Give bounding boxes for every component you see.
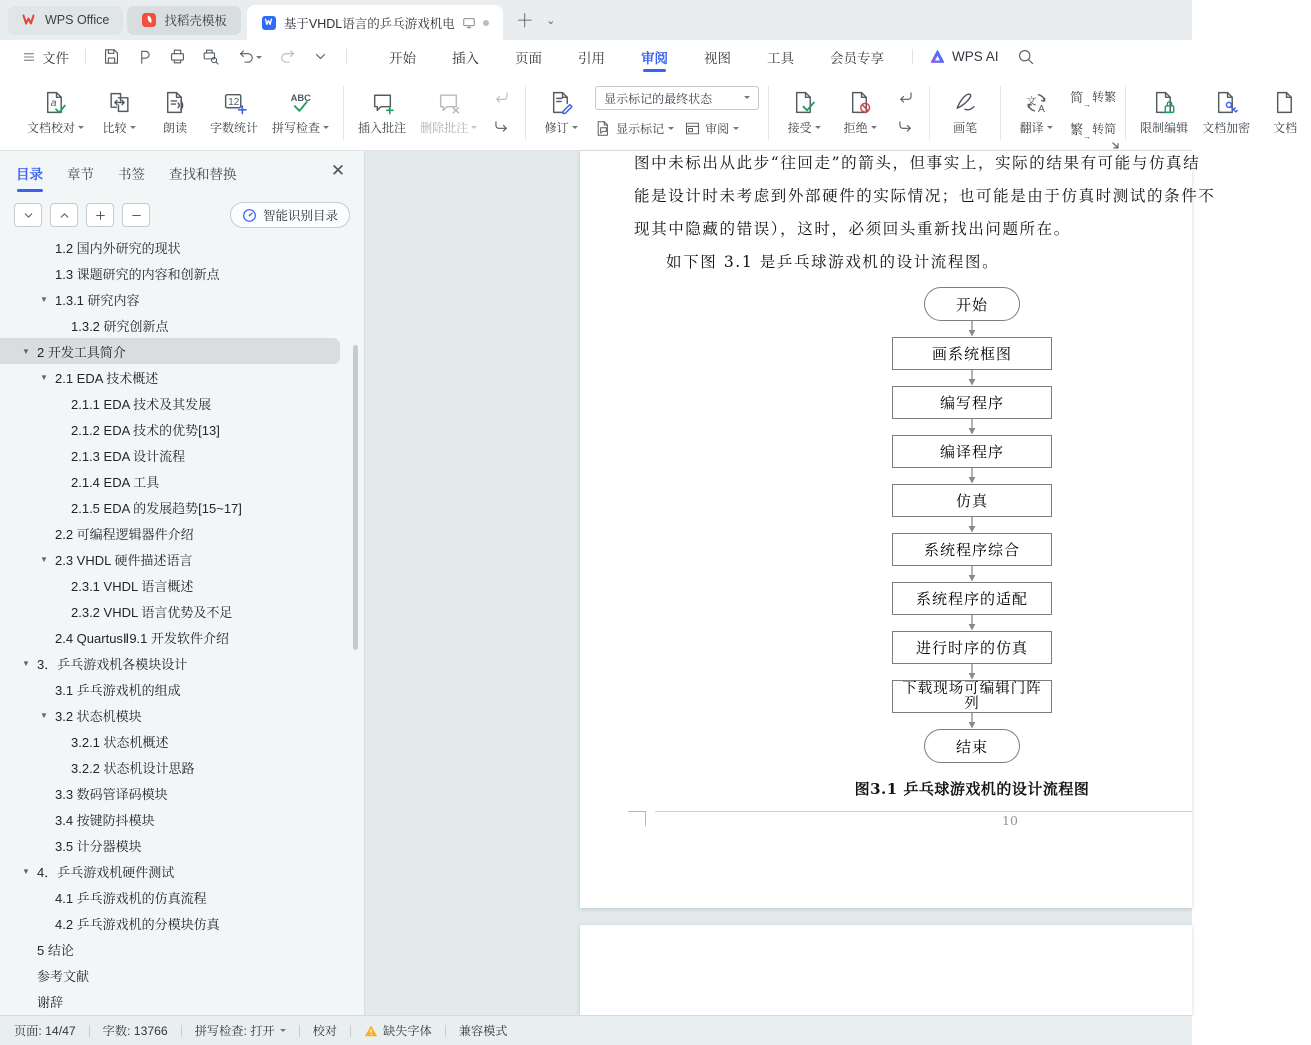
previous-revision-button[interactable] [892,86,918,110]
word-count-label: 字数统计 [210,120,259,135]
toc-item[interactable] [0,936,352,962]
traditional-char-icon: 繁 → [1070,119,1088,138]
track-changes-label: 修订 [544,120,569,135]
menu-bar [0,40,1192,73]
toc-item-label: 5 结论 [37,942,74,958]
accept-label: 接受 [787,120,812,135]
toc-expand-toggle-icon[interactable]: ▼ [22,866,30,876]
toc-item-label: 3.2 状态机模块 [55,708,142,724]
chevron-down-icon [572,126,578,132]
document-page-15[interactable] [580,925,1192,1015]
tab-wps-home-label: WPS Office [45,13,110,27]
toc-item[interactable] [0,676,352,702]
chevron-down-icon [311,47,330,66]
smart-toc-button[interactable] [230,202,350,228]
sidebar-tab-find-replace[interactable]: 查找和替换 [169,167,237,182]
toc-item[interactable] [0,390,352,416]
chevron-down-icon [815,126,821,132]
status-proofread[interactable]: 校对 [312,1024,337,1038]
toc-list [0,240,352,1013]
toc-item[interactable] [0,884,352,910]
warning-icon [364,1024,378,1038]
proofread-icon [43,90,68,115]
flow-arrow-icon [966,419,978,435]
wps-ai-icon [929,48,946,65]
toc-expand-toggle-icon[interactable]: ▼ [40,294,48,304]
status-missing-font[interactable] [364,1022,432,1039]
toc-item[interactable] [0,546,352,572]
simplified-to-traditional-button[interactable] [1070,86,1116,108]
toc-item-label: 3.4 按键防抖模块 [55,812,155,828]
toc-item-label: 2.1.4 EDA 工具 [71,474,160,490]
flow-node: 仿真 [892,484,1052,517]
insert-comment-label: 插入批注 [358,120,407,135]
delete-comment-button[interactable] [415,81,482,145]
restrict-editing-icon [1152,90,1177,115]
navigation-sidebar [0,151,365,1015]
menu-divider [912,49,913,64]
menu-tabs [371,40,902,73]
flow-node: 结束 [924,729,1020,763]
flow-node: 编译程序 [892,435,1052,468]
toc-item-label: 参考文献 [37,968,90,984]
toc-list-inner [0,234,352,1014]
toc-item-label: 4．乒乓游戏机硬件测试 [37,864,175,880]
chevron-down-icon [78,126,84,132]
read-aloud-label: 朗读 [163,120,188,135]
wps-logo-icon [22,12,38,28]
toc-item[interactable] [0,988,352,1014]
document-permission-label: 文档 [1273,120,1298,135]
chevron-down-icon [733,127,739,133]
toc-item-label: 2.1.1 EDA 技术及其发展 [71,396,212,412]
ribbon-divider [1125,86,1126,140]
document-permission-button[interactable] [1259,81,1311,145]
track-changes-button[interactable] [535,81,587,145]
accept-button[interactable] [778,81,830,145]
status-spell-check[interactable] [195,1022,286,1039]
tab-document-title: 基于VHDL语言的乒乓游戏机电 [283,16,455,31]
flow-arrow-icon [966,566,978,582]
status-divider [350,1025,351,1037]
toc-item-label: 2.3 VHDL 硬件描述语言 [55,552,193,568]
toc-expand-toggle-icon[interactable]: ▼ [22,658,30,668]
toc-item[interactable] [0,468,352,494]
flow-arrow-icon [966,713,978,729]
next-revision-button[interactable] [892,115,918,139]
status-word-count[interactable]: 字数: 13766 [102,1024,168,1038]
pen-label: 画笔 [953,120,978,135]
toc-item-label: 2.3.2 VHDL 语言优势及不足 [71,604,233,620]
status-spell-check-label: 拼写检查: 打开 [194,1024,275,1038]
wps-ai-label: WPS AI [952,49,999,64]
redo-icon [278,47,297,66]
flow-arrow-icon [966,468,978,484]
hamburger-icon [22,50,36,64]
toc-item-label: 3．乒乓游戏机各模块设计 [37,656,188,672]
previous-comment-button[interactable] [488,86,514,110]
flow-node: 编写程序 [892,386,1052,419]
accept-revision-icon [792,90,817,115]
sidebar-close-button[interactable]: ✕ [330,161,346,180]
toc-item-label: 3.3 数码管译码模块 [55,786,168,802]
spell-check-label: 拼写检查 [272,120,321,135]
chevron-down-icon [744,96,750,102]
toc-item[interactable] [0,650,352,676]
reject-button[interactable] [834,81,886,145]
footer-separator-line [655,811,1192,812]
encrypt-document-label: 文档加密 [1202,120,1251,135]
sidebar-tab-bookmarks[interactable]: 书签 [118,167,145,182]
flow-node: 系统程序综合 [892,533,1052,566]
dialog-launcher-icon[interactable] [1110,140,1120,150]
chevron-down-icon [668,127,674,133]
status-bar [0,1015,1192,1045]
sidebar-tab-contents[interactable]: 目录 [16,163,43,189]
wps-ai-button[interactable] [929,48,999,65]
ribbon-divider [525,86,526,140]
flowchart [666,287,1278,763]
toc-item[interactable] [0,780,352,806]
undo-icon [237,47,256,66]
toc-item[interactable] [0,962,352,988]
toc-item-label: 4.2 乒乓游戏机的分模块仿真 [55,916,220,932]
footer-margin-mark [628,811,646,826]
toc-item[interactable] [0,494,352,520]
smart-toc-icon [242,208,257,223]
toc-item-label: 谢辞 [37,994,64,1010]
undo-button[interactable] [233,46,265,67]
show-markup-label: 显示标记 [616,121,665,136]
toc-item-label: 2.1.3 EDA 设计流程 [71,448,186,464]
toc-item[interactable] [0,234,352,260]
toc-item-label: 3.1 乒乓游戏机的组成 [55,682,181,698]
toc-item[interactable] [0,286,352,312]
print-preview-button[interactable] [200,46,221,67]
to-simplified-label: 转简 [1092,122,1117,136]
save-icon [102,47,121,66]
toc-item-label: 2.4 QuartusⅡ9.1 开发软件介绍 [55,630,230,646]
file-menu-button[interactable] [16,47,75,67]
toc-item-label: 2.3.1 VHDL 语言概述 [71,578,194,594]
plus-icon [94,209,107,222]
toc-item[interactable] [0,416,352,442]
svg-text:12: 12 [227,96,239,108]
encrypt-document-button[interactable] [1197,81,1255,145]
flow-node: 下载现场可编辑门阵列 [892,680,1052,713]
flow-arrow-icon [966,517,978,533]
toc-expand-toggle-icon[interactable]: ▼ [40,372,48,382]
figure-caption: 图3.1 乒乓球游戏机的设计流程图 [854,780,1090,798]
search-button[interactable] [1015,46,1036,67]
spell-check-button[interactable] [267,81,334,145]
show-markup-button[interactable] [595,117,674,139]
menu-tab-page[interactable]: 页面 [515,50,542,66]
restrict-editing-button[interactable] [1135,81,1193,145]
menu-tab-review[interactable]: 审阅 [631,40,678,73]
toc-item-label: 2.1.2 EDA 技术的优势[13] [71,422,220,438]
traditional-to-simplified-button[interactable] [1070,118,1116,140]
proofread-label: 文档校对 [27,120,76,135]
toc-item[interactable] [0,442,352,468]
flow-arrow-icon [966,370,978,386]
status-divider [299,1025,300,1037]
translate-button[interactable] [1010,81,1062,145]
svg-text:文: 文 [1025,96,1037,108]
encrypt-document-icon [1214,90,1239,115]
toc-item[interactable] [0,260,352,286]
search-icon [1016,47,1035,66]
tab-docer-templates[interactable] [127,6,241,35]
window-tab-bar [0,0,1192,40]
body-text-line: 如下图 3.1 是乒乓球游戏机的设计流程图。 [666,253,1000,271]
toc-item[interactable] [0,624,352,650]
flow-arrow-icon [966,615,978,631]
body-text-line: 图中未标出从此步“往回走”的箭头，但事实上，实际的结果有可能与仿真结 [634,154,1201,172]
delete-comment-label: 删除批注 [420,120,469,135]
toc-item[interactable] [0,572,352,598]
review-pane-button[interactable] [684,117,739,139]
toc-previous-heading-button[interactable] [50,203,78,227]
translate-label: 翻译 [1019,120,1044,135]
chevron-down-icon [22,209,35,222]
undo-dropdown-chevron[interactable] [256,56,262,62]
pen-icon [953,90,978,115]
body-text-line: 现其中隐藏的错误），这时，必须回头重新找出问题所在。 [634,220,1071,238]
word-doc-icon [261,15,277,31]
print-button[interactable] [167,46,188,67]
toc-expand-toggle-icon[interactable]: ▼ [40,710,48,720]
toc-expand-toggle-icon[interactable]: ▼ [22,346,30,356]
read-aloud-icon [163,90,188,115]
ribbon-divider [343,86,344,140]
toc-item-label: 1.3.1 研究内容 [55,292,140,308]
menu-tab-reference[interactable]: 引用 [578,50,605,66]
status-page-indicator[interactable]: 页面: 14/47 [14,1024,76,1038]
minus-icon [130,209,143,222]
chevron-down-icon [1047,126,1053,132]
toc-collapse-all-button[interactable] [122,203,150,227]
menu-divider [346,49,347,64]
toc-item[interactable] [0,806,352,832]
compare-button[interactable] [93,81,145,145]
toc-item-label: 2.1 EDA 技术概述 [55,370,159,386]
reject-revision-icon [848,90,873,115]
menu-tab-member[interactable]: 会员专享 [830,50,884,66]
chevron-down-icon [871,126,877,132]
word-count-button[interactable] [205,81,263,145]
track-changes-icon [549,90,574,115]
toc-expand-toggle-icon[interactable]: ▼ [40,554,48,564]
save-button[interactable] [101,46,122,67]
status-divider [181,1025,182,1037]
sidebar-scrollbar[interactable] [353,345,358,650]
flow-arrow-icon [966,664,978,680]
ribbon-divider [768,86,769,140]
next-comment-icon [492,118,511,137]
read-aloud-button[interactable] [149,81,201,145]
menu-tab-view[interactable]: 视图 [704,50,731,66]
reject-label: 拒绝 [843,120,868,135]
body-text-line: 能是设计时未考虑到外部硬件的实际情况；也可能是由于仿真时测试的条件不 [634,187,1216,205]
compare-label: 比较 [102,120,127,135]
toc-item[interactable] [0,520,352,546]
toc-item[interactable] [0,312,352,338]
menu-tab-insert[interactable]: 插入 [452,50,479,66]
docer-icon [141,12,157,28]
toc-controls [14,203,150,227]
chevron-down-icon [130,126,136,132]
toc-expand-all-button[interactable] [86,203,114,227]
proofread-button[interactable] [22,81,89,145]
next-comment-button[interactable] [488,115,514,139]
redo-button[interactable] [277,46,298,67]
simplified-char-icon: 简 → [1070,87,1088,106]
collapse-ribbon-button[interactable] [310,46,331,67]
toc-item-label: 2.1.5 EDA 的发展趋势[15~17] [71,500,242,516]
markup-state-select[interactable] [595,86,759,110]
printer-icon [168,47,187,66]
delete-comment-icon [436,90,461,115]
print-preview-icon [201,47,220,66]
toc-item-label: 1.3.2 研究创新点 [71,318,169,334]
tab-wps-home[interactable] [8,6,123,35]
new-tab-button[interactable]: ＋ [515,11,534,31]
show-markup-icon [595,120,612,137]
status-divider [445,1025,446,1037]
export-pdf-button[interactable] [134,46,155,67]
status-missing-font-label: 缺失字体 [382,1024,432,1038]
tab-list-chevron[interactable]: ⌄ [546,14,556,27]
to-traditional-label: 转繁 [1092,90,1117,104]
monitor-icon[interactable] [462,16,476,30]
ribbon-divider [929,86,930,140]
toc-item-label: 1.3 课题研究的内容和创新点 [55,266,220,282]
smart-toc-label: 智能识别目录 [262,209,338,223]
translate-icon [1024,90,1049,115]
toc-item-label: 1.2 国内外研究的现状 [55,240,181,256]
document-page-14[interactable] [580,151,1216,908]
insert-comment-button[interactable] [353,81,411,145]
review-ribbon [0,73,1298,151]
status-divider [89,1025,90,1037]
spell-check-icon [288,90,313,115]
toc-item-label: 3.2.1 状态机概述 [71,734,169,750]
toc-item[interactable] [0,858,352,884]
chevron-down-icon [471,126,477,132]
sidebar-tabs [16,163,237,189]
menu-divider [85,49,86,64]
svg-text:a: a [50,97,57,109]
toc-item-label: 2.2 可编程逻辑器件介绍 [55,526,194,542]
toc-item[interactable] [0,598,352,624]
review-pane-label: 审阅 [705,121,730,136]
word-count-icon [222,90,247,115]
status-compat-mode[interactable]: 兼容模式 [458,1024,508,1038]
toc-item[interactable] [0,364,352,390]
document-canvas [365,151,1216,1015]
flow-arrow-icon [966,321,978,337]
ink-pen-button[interactable] [939,81,991,145]
toc-item[interactable] [0,754,352,780]
chevron-down-icon [280,1029,286,1035]
toc-item-label: 3.2.2 状态机设计思路 [71,760,195,776]
chevron-down-icon [323,126,329,132]
compare-icon [107,90,132,115]
page-number: 10 [1002,813,1018,828]
flow-node: 进行时序的仿真 [892,631,1052,664]
ribbon-divider [1000,86,1001,140]
toc-item-label: 3.5 计分器模块 [55,838,142,854]
flow-node: 画系统框图 [892,337,1052,370]
toc-item[interactable] [0,702,352,728]
unsaved-dot-indicator [483,20,489,26]
toc-item[interactable] [0,832,352,858]
file-menu-label: 文件 [42,50,69,66]
chevron-up-icon [58,209,71,222]
toc-item[interactable] [0,910,352,936]
toc-item-label: 2 开发工具简介 [37,344,126,360]
restrict-editing-label: 限制编辑 [1140,120,1189,135]
pdf-icon [135,47,154,66]
markup-state-value: 显示标记的最终状态 [604,91,713,106]
previous-revision-icon [896,89,915,108]
previous-comment-icon [492,89,511,108]
menu-tab-home[interactable]: 开始 [389,50,416,66]
menu-tab-tools[interactable]: 工具 [767,50,794,66]
toc-item[interactable] [0,338,340,364]
tab-docer-label: 找稻壳模板 [164,14,227,28]
flow-node: 系统程序的适配 [892,582,1052,615]
document-permission-icon [1273,90,1298,115]
svg-text:A: A [1037,103,1045,115]
review-pane-icon [684,120,701,137]
next-revision-icon [896,118,915,137]
svg-text:ABC: ABC [290,92,311,103]
insert-comment-icon [370,90,395,115]
flow-node: 开始 [924,287,1020,321]
toc-next-heading-button[interactable] [14,203,42,227]
toc-item[interactable] [0,728,352,754]
sidebar-tab-chapters[interactable]: 章节 [67,167,94,182]
toc-item-label: 4.1 乒乓游戏机的仿真流程 [55,890,207,906]
tab-document[interactable] [247,5,503,40]
